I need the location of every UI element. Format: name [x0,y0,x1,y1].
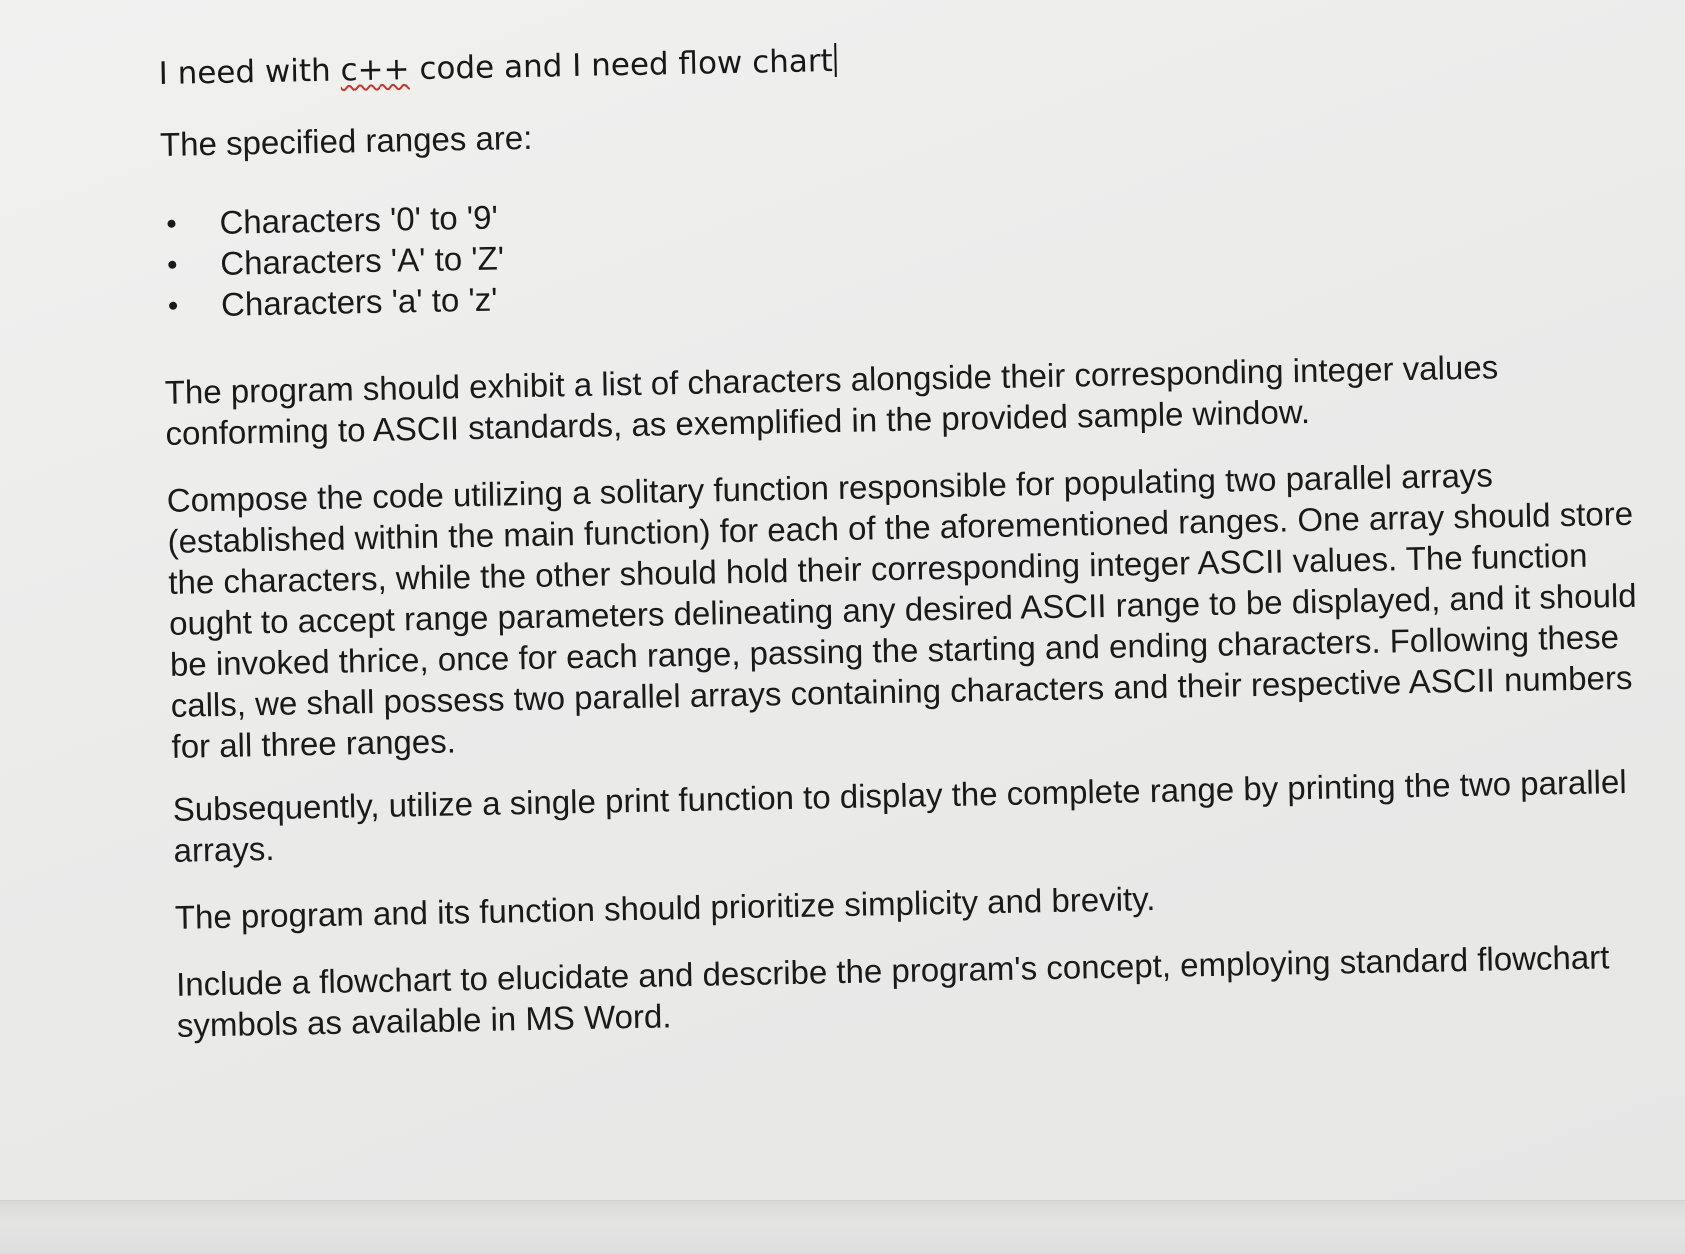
text-cursor [834,43,837,77]
bullet-icon [168,261,176,269]
range-lowercase: Characters 'a' to 'z' [220,280,498,323]
misspelled-word[interactable]: c++ [340,51,410,89]
request-text-start: I need with [158,52,341,92]
document-page[interactable] [158,12,1647,1046]
bullet-icon [169,302,177,310]
request-line[interactable] [158,26,1628,94]
screen-bottom-edge [0,1200,1685,1254]
bullet-icon [167,220,175,228]
request-text-end: code and I need flow chart [409,43,834,88]
ranges-list [161,175,1633,326]
paragraph-subsequently: Subsequently, utilize a single print function to display the complete range by printing the two parallel arrays. [172,762,1627,869]
paragraph-simplicity: The program and its function should prioritize simplicity and brevity. [174,880,1156,936]
paragraph-program: The program should exhibit a list of characters alongside their corresponding integer values conforming to ASCII standards, as exemplified in the provided sample window. [164,348,1499,452]
range-uppercase: Characters 'A' to 'Z' [219,239,505,282]
paragraph-compose: Compose the code utilizing a solitary function responsible for populating two parallel arrays (established within the main function) for each of the aforementioned ranges. One array should store the characters, while the other should hold their corresponding integer ASCII values. The function ought to accept range parameters delineating any desired ASCII range to be displayed, and it should be invoked thrice, once for each range, passing the starting and ending characters. Following these calls, we shall possess two parallel arrays containing characters and their respective ASCII numbers for all three ranges. [166,456,1637,765]
ranges-intro: The specified ranges are: [159,118,533,163]
paragraph-flowchart: Include a flowchart to elucidate and describe the program's concept, employing standard flowchart symbols as available in MS Word. [175,938,1610,1044]
range-digits: Characters '0' to '9' [219,198,499,241]
